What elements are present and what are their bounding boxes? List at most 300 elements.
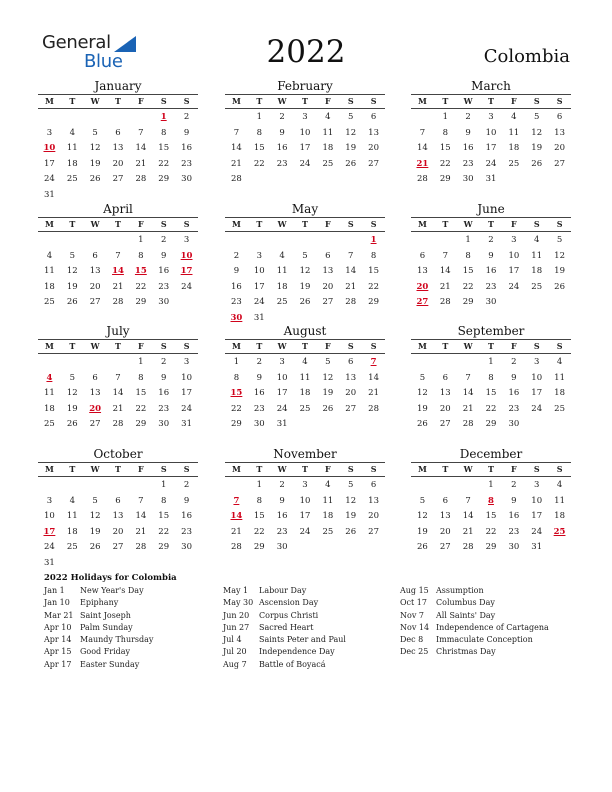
day-cell: 18 (44, 281, 55, 292)
day-cell: 15 (485, 511, 497, 521)
day-cell: 6 (442, 372, 448, 383)
day-cell: 23 (231, 297, 242, 307)
day-cell: 22 (135, 281, 147, 292)
weekday-label: T (488, 219, 494, 229)
day-cell: 18 (322, 511, 334, 521)
day-cell: 17 (276, 388, 288, 398)
day-cell: 1 (256, 112, 262, 122)
weekday-label: T (302, 96, 308, 106)
holiday-name: Easter Sunday (80, 659, 140, 669)
day-cell: 5 (69, 250, 75, 261)
day-cell: 30 (181, 174, 192, 184)
day-cell: 18 (44, 403, 55, 414)
day-cell: 27 (554, 158, 565, 169)
day-cell: 3 (511, 235, 517, 245)
weekday-label: S (160, 219, 167, 229)
day-cell: 15 (158, 511, 170, 521)
holiday-row (44, 646, 214, 658)
day-grid (225, 110, 385, 188)
day-cell: 3 (183, 235, 190, 245)
weekday-label: S (183, 96, 190, 106)
day-cell: 22 (158, 158, 170, 169)
day-cell: 31 (531, 542, 543, 552)
weekday-label: F (138, 341, 144, 351)
day-cell: 17 (299, 511, 311, 521)
day-cell: 29 (439, 174, 451, 184)
holiday-name: Ascension Day (259, 598, 319, 608)
day-cell: 9 (256, 372, 262, 383)
holiday-date: Apr 15 (44, 647, 72, 657)
holiday-row (223, 597, 393, 609)
holiday-row (44, 610, 214, 622)
day-cell: 1 (233, 357, 240, 367)
weekday-header (411, 462, 571, 477)
day-cell: 11 (508, 127, 520, 138)
day-cell: 30 (158, 419, 170, 429)
day-cell: 7 (138, 127, 144, 138)
weekday-header (38, 94, 198, 109)
month-september (411, 324, 571, 433)
day-cell: 22 (135, 403, 147, 414)
empty-cell (84, 478, 107, 494)
day-cell: 25 (322, 158, 334, 169)
weekday-label: S (556, 96, 563, 106)
empty-cell (84, 233, 107, 249)
weekday-label: F (511, 341, 517, 351)
day-cell: 22 (158, 526, 170, 537)
weekday-label: T (115, 96, 121, 106)
day-cell: 22 (462, 281, 474, 292)
day-cell: 15 (439, 143, 451, 153)
day-cell: 5 (325, 357, 331, 367)
day-cell: 5 (92, 495, 98, 506)
day-cell: 28 (439, 297, 451, 307)
holiday-name: Epiphany (80, 598, 119, 608)
empty-cell (457, 478, 480, 494)
holiday-date: Apr 17 (44, 659, 72, 669)
weekday-label: T (442, 96, 449, 106)
day-cell: 4 (325, 480, 331, 490)
day-cell: 28 (417, 174, 428, 184)
holiday-name: Corpus Christi (259, 610, 319, 620)
holiday-name: Sacred Heart (259, 622, 314, 632)
day-cell: 1 (138, 357, 144, 367)
day-cell: 22 (485, 526, 497, 537)
weekday-label: S (556, 464, 563, 474)
month-title: November (273, 447, 337, 461)
day-cell: 15 (158, 143, 170, 153)
empty-cell (107, 478, 130, 494)
weekday-label: W (463, 341, 473, 351)
day-cell: 10 (299, 495, 311, 506)
weekday-label: S (370, 219, 377, 229)
day-cell: 12 (417, 511, 428, 521)
day-cell: 7 (115, 372, 121, 383)
day-cell: 10 (276, 372, 288, 383)
weekday-label: T (442, 219, 449, 229)
day-cell: 12 (531, 127, 543, 138)
day-cell: 21 (462, 403, 474, 414)
weekday-label: T (256, 219, 263, 229)
weekday-header (411, 94, 571, 109)
holiday-day: 14 (230, 511, 243, 521)
weekday-header (225, 94, 385, 109)
day-cell: 31 (253, 312, 265, 323)
empty-cell (434, 233, 457, 249)
day-cell: 4 (511, 112, 517, 122)
holiday-day: 1 (370, 235, 377, 245)
month-title: February (277, 79, 333, 93)
weekday-label: S (347, 219, 354, 229)
day-cell: 7 (442, 250, 448, 261)
holiday-row (44, 622, 214, 634)
day-cell: 18 (66, 158, 78, 169)
empty-cell (316, 233, 339, 249)
month-january (38, 79, 198, 203)
day-cell: 17 (299, 143, 311, 153)
day-cell: 20 (345, 388, 357, 398)
weekday-header (38, 339, 198, 354)
day-cell: 13 (112, 143, 124, 153)
day-cell: 19 (417, 403, 428, 414)
holiday-date: Dec 8 (400, 635, 424, 645)
day-cell: 8 (370, 250, 377, 261)
holiday-day: 25 (553, 526, 566, 537)
day-cell: 7 (465, 372, 471, 383)
day-cell: 11 (66, 511, 78, 521)
day-cell: 30 (508, 419, 520, 429)
day-cell: 15 (485, 388, 497, 398)
day-cell: 29 (485, 419, 497, 429)
weekday-label: S (347, 96, 354, 106)
holiday-date: Apr 10 (44, 622, 72, 632)
holiday-day: 1 (160, 112, 167, 122)
holiday-columns (44, 585, 584, 675)
holiday-day: 7 (233, 495, 240, 506)
day-cell: 5 (419, 495, 426, 506)
day-cell: 22 (231, 403, 242, 414)
day-cell: 10 (531, 372, 543, 383)
day-cell: 10 (299, 127, 311, 138)
day-cell: 26 (345, 158, 357, 169)
weekday-label: T (115, 464, 121, 474)
day-cell: 13 (112, 511, 124, 521)
day-cell: 28 (231, 174, 242, 184)
day-cell: 18 (66, 526, 78, 537)
day-cell: 4 (69, 495, 75, 506)
day-cell: 4 (556, 480, 563, 490)
holiday-row (44, 659, 214, 671)
day-cell: 22 (485, 403, 497, 414)
day-cell: 29 (462, 297, 474, 307)
day-cell: 7 (115, 250, 121, 261)
day-cell: 28 (112, 419, 124, 429)
day-cell: 30 (462, 174, 474, 184)
day-cell: 23 (253, 403, 265, 414)
holiday-day: 10 (43, 143, 56, 153)
holiday-row (400, 634, 570, 646)
weekday-label: T (442, 341, 449, 351)
day-cell: 23 (485, 281, 497, 292)
day-cell: 14 (368, 372, 379, 383)
weekday-label: S (533, 96, 540, 106)
day-cell: 26 (345, 526, 357, 537)
month-august (225, 324, 385, 433)
day-cell: 24 (299, 158, 311, 169)
day-cell: 13 (345, 372, 357, 383)
day-cell: 13 (368, 127, 379, 138)
day-cell: 18 (299, 388, 311, 398)
day-cell: 23 (158, 281, 170, 292)
day-cell: 20 (112, 158, 124, 169)
day-cell: 13 (439, 511, 451, 521)
day-cell: 11 (299, 372, 311, 383)
day-cell: 17 (253, 281, 265, 292)
empty-cell (129, 478, 152, 494)
day-cell: 8 (161, 495, 167, 506)
day-cell: 4 (556, 357, 563, 367)
month-title: September (457, 324, 525, 338)
day-cell: 19 (66, 403, 78, 414)
day-cell: 4 (46, 250, 53, 261)
day-cell: 11 (531, 250, 543, 261)
empty-cell (225, 110, 248, 126)
weekday-label: M (45, 96, 54, 106)
day-grid (411, 233, 571, 311)
day-cell: 26 (417, 419, 428, 429)
day-cell: 3 (534, 357, 540, 367)
day-cell: 13 (368, 495, 379, 506)
day-cell: 10 (531, 495, 543, 506)
day-cell: 27 (112, 542, 124, 552)
holiday-name: New Year's Day (80, 586, 144, 595)
empty-cell (411, 355, 434, 371)
holiday-name: Labour Day (259, 586, 307, 595)
day-cell: 16 (485, 266, 497, 276)
day-cell: 9 (279, 495, 285, 506)
day-cell: 30 (485, 297, 497, 307)
day-cell: 30 (158, 297, 170, 307)
day-cell: 23 (181, 526, 192, 537)
weekday-label: S (370, 464, 377, 474)
day-cell: 24 (44, 542, 55, 552)
holiday-row (400, 585, 570, 597)
day-cell: 26 (89, 174, 101, 184)
empty-cell (225, 478, 248, 494)
day-cell: 14 (112, 388, 124, 398)
day-cell: 26 (554, 281, 565, 292)
weekday-label: S (533, 464, 540, 474)
day-cell: 31 (276, 419, 288, 429)
weekday-label: S (160, 464, 167, 474)
day-cell: 26 (299, 297, 311, 307)
day-cell: 23 (508, 526, 520, 537)
day-cell: 2 (161, 235, 167, 245)
weekday-label: S (347, 464, 354, 474)
day-cell: 23 (508, 403, 520, 414)
day-cell: 8 (488, 372, 494, 383)
day-cell: 25 (322, 526, 334, 537)
day-cell: 14 (462, 388, 474, 398)
day-cell: 23 (181, 158, 192, 169)
day-cell: 18 (531, 266, 543, 276)
month-title: May (291, 202, 319, 216)
day-cell: 3 (488, 112, 494, 122)
empty-cell (61, 233, 84, 249)
weekday-label: S (370, 96, 377, 106)
day-grid (411, 355, 571, 433)
day-cell: 17 (508, 266, 520, 276)
day-cell: 20 (112, 526, 124, 537)
empty-cell (339, 233, 362, 249)
holiday-date: Mar 21 (44, 610, 74, 620)
day-cell: 13 (322, 266, 334, 276)
weekday-label: T (256, 464, 263, 474)
day-cell: 14 (135, 511, 147, 521)
day-cell: 15 (368, 266, 379, 276)
day-cell: 8 (233, 372, 240, 383)
day-cell: 10 (253, 266, 265, 276)
holiday-day: 20 (416, 281, 429, 292)
day-cell: 22 (439, 158, 451, 169)
day-cell: 19 (345, 511, 357, 521)
weekday-label: W (463, 464, 473, 474)
day-cell: 16 (462, 143, 474, 153)
day-cell: 12 (322, 372, 334, 383)
weekday-label: F (511, 219, 517, 229)
month-december (411, 447, 571, 556)
day-cell: 13 (439, 388, 451, 398)
day-cell: 9 (511, 495, 517, 506)
month-november (225, 447, 385, 556)
holiday-name: Christmas Day (436, 647, 496, 657)
weekday-label: F (325, 219, 331, 229)
page-header (0, 0, 612, 80)
empty-cell (434, 355, 457, 371)
day-cell: 26 (66, 297, 78, 307)
day-cell: 17 (181, 388, 192, 398)
weekday-label: F (325, 341, 331, 351)
day-cell: 9 (161, 372, 167, 383)
day-cell: 9 (488, 250, 494, 261)
day-cell: 1 (465, 235, 471, 245)
holiday-name: Palm Sunday (80, 622, 133, 632)
day-cell: 11 (276, 266, 288, 276)
weekday-label: W (277, 341, 287, 351)
day-cell: 16 (508, 511, 520, 521)
holiday-name: Columbus Day (436, 598, 495, 608)
day-cell: 20 (439, 403, 451, 414)
day-cell: 27 (89, 297, 101, 307)
day-cell: 17 (44, 158, 55, 169)
empty-cell (38, 110, 61, 126)
day-cell: 8 (138, 250, 144, 261)
day-cell: 5 (348, 480, 354, 490)
day-cell: 6 (442, 495, 448, 506)
weekday-label: W (90, 219, 100, 229)
day-cell: 28 (462, 419, 474, 429)
year-title: 2022 (266, 34, 346, 70)
day-cell: 20 (89, 281, 101, 292)
holiday-date: Nov 7 (400, 610, 424, 620)
weekday-label: S (160, 96, 167, 106)
day-cell: 17 (531, 388, 543, 398)
empty-cell (457, 355, 480, 371)
day-cell: 4 (534, 235, 540, 245)
empty-cell (38, 355, 61, 371)
weekday-label: W (463, 219, 473, 229)
day-grid (38, 110, 198, 203)
weekday-header (225, 339, 385, 354)
day-cell: 13 (417, 266, 428, 276)
holiday-date: Jan 10 (44, 598, 70, 608)
day-cell: 6 (115, 127, 121, 138)
day-cell: 24 (299, 526, 311, 537)
day-cell: 8 (161, 127, 167, 138)
country-title: Colombia (483, 46, 570, 67)
day-cell: 23 (276, 526, 288, 537)
day-cell: 9 (233, 266, 240, 276)
day-cell: 12 (554, 250, 565, 261)
day-cell: 6 (370, 112, 377, 122)
holiday-column (400, 585, 570, 659)
day-cell: 8 (138, 372, 144, 383)
day-cell: 7 (348, 250, 354, 261)
empty-cell (225, 233, 248, 249)
day-cell: 1 (256, 480, 262, 490)
day-cell: 2 (488, 235, 494, 245)
day-cell: 14 (231, 143, 242, 153)
day-cell: 19 (345, 143, 357, 153)
day-cell: 26 (531, 158, 543, 169)
day-cell: 27 (368, 158, 379, 169)
day-cell: 19 (417, 526, 428, 537)
day-cell: 30 (276, 542, 288, 552)
day-cell: 6 (348, 357, 354, 367)
month-february (225, 79, 385, 188)
holiday-name: Independence of Cartagena (436, 622, 549, 632)
day-cell: 23 (158, 403, 170, 414)
day-cell: 16 (181, 511, 192, 521)
day-cell: 18 (508, 143, 520, 153)
day-cell: 26 (322, 403, 334, 414)
weekday-label: T (302, 464, 308, 474)
weekday-label: T (302, 219, 308, 229)
weekday-label: F (511, 96, 517, 106)
day-cell: 15 (253, 511, 265, 521)
day-cell: 5 (69, 372, 75, 383)
holiday-date: Nov 14 (400, 622, 430, 632)
day-cell: 12 (345, 127, 357, 138)
logo-triangle-icon (114, 36, 136, 52)
day-cell: 19 (531, 143, 543, 153)
day-cell: 19 (66, 281, 78, 292)
weekday-label: S (533, 219, 540, 229)
day-cell: 28 (231, 542, 242, 552)
holiday-date: Jul 4 (223, 635, 242, 645)
weekday-label: T (488, 341, 494, 351)
day-cell: 2 (511, 357, 517, 367)
day-cell: 6 (556, 112, 563, 122)
weekday-label: W (90, 96, 100, 106)
day-cell: 27 (439, 419, 451, 429)
weekday-label: T (302, 341, 308, 351)
day-cell: 8 (256, 127, 262, 138)
weekday-header (225, 462, 385, 477)
day-cell: 2 (233, 250, 240, 261)
day-cell: 3 (302, 480, 308, 490)
day-cell: 19 (89, 526, 101, 537)
